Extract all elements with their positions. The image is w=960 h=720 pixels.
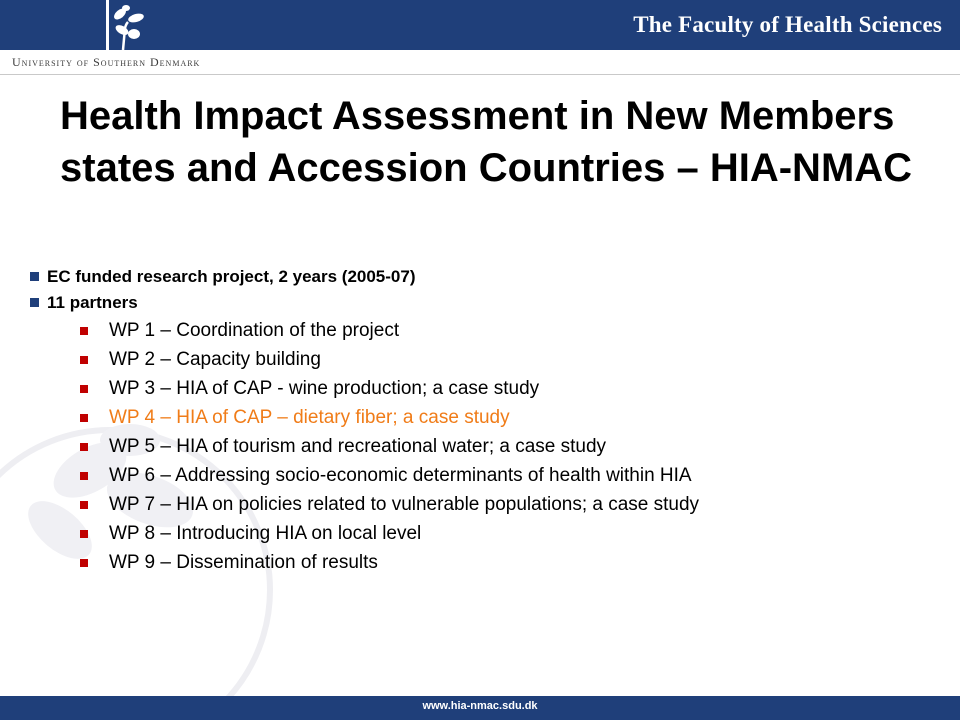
footer-url[interactable]: www.hia-nmac.sdu.dk [422,700,538,712]
bullet-text: EC funded research project, 2 years (2005-07) [47,267,416,286]
bullet-list [30,264,930,577]
work-package-item [30,432,930,461]
bullet-item [30,290,930,316]
work-package-item [30,374,930,403]
work-package-item [30,345,930,374]
sub-bullet-square-icon [80,530,88,538]
bullet-text: 11 partners [47,293,138,312]
university-name: University of Southern Denmark [12,55,201,69]
sub-bullet-square-icon [80,443,88,451]
work-package-item [30,490,930,519]
tree-logo-icon [100,0,155,50]
work-package-item [30,461,930,490]
work-package-text: WP 5 – HIA of tourism and recreational water; a case study [109,436,607,457]
bullet-square-icon [30,298,39,307]
work-package-item [30,548,930,577]
faculty-name: The Faculty of Health Sciences [633,12,942,37]
sub-bullet-square-icon [80,414,88,422]
bullet-item [30,264,930,290]
work-package-text: WP 7 – HIA on policies related to vulnerable populations; a case study [109,494,700,515]
sub-bullet-square-icon [80,385,88,393]
work-package-text: WP 8 – Introducing HIA on local level [109,523,422,544]
sub-bullet-square-icon [80,472,88,480]
work-package-text: WP 4 – HIA of CAP – dietary fiber; a case study [109,407,510,428]
work-package-item-highlighted [30,403,930,432]
work-package-text: WP 2 – Capacity building [109,349,321,370]
work-package-item [30,316,930,345]
slide-title: Health Impact Assessment in New Members states and Accession Countries – HIA-NMAC [60,94,913,190]
sub-bullet-square-icon [80,356,88,364]
sub-bullet-square-icon [80,501,88,509]
work-package-text: WP 6 – Addressing socio-economic determinants of health within HIA [109,465,692,486]
bullet-square-icon [30,272,39,281]
work-package-text: WP 3 – HIA of CAP - wine production; a case study [109,378,540,399]
work-package-text: WP 1 – Coordination of the project [109,320,400,341]
work-package-text: WP 9 – Dissemination of results [109,552,378,573]
sub-bullet-square-icon [80,327,88,335]
work-package-item [30,519,930,548]
sub-bullet-square-icon [80,559,88,567]
